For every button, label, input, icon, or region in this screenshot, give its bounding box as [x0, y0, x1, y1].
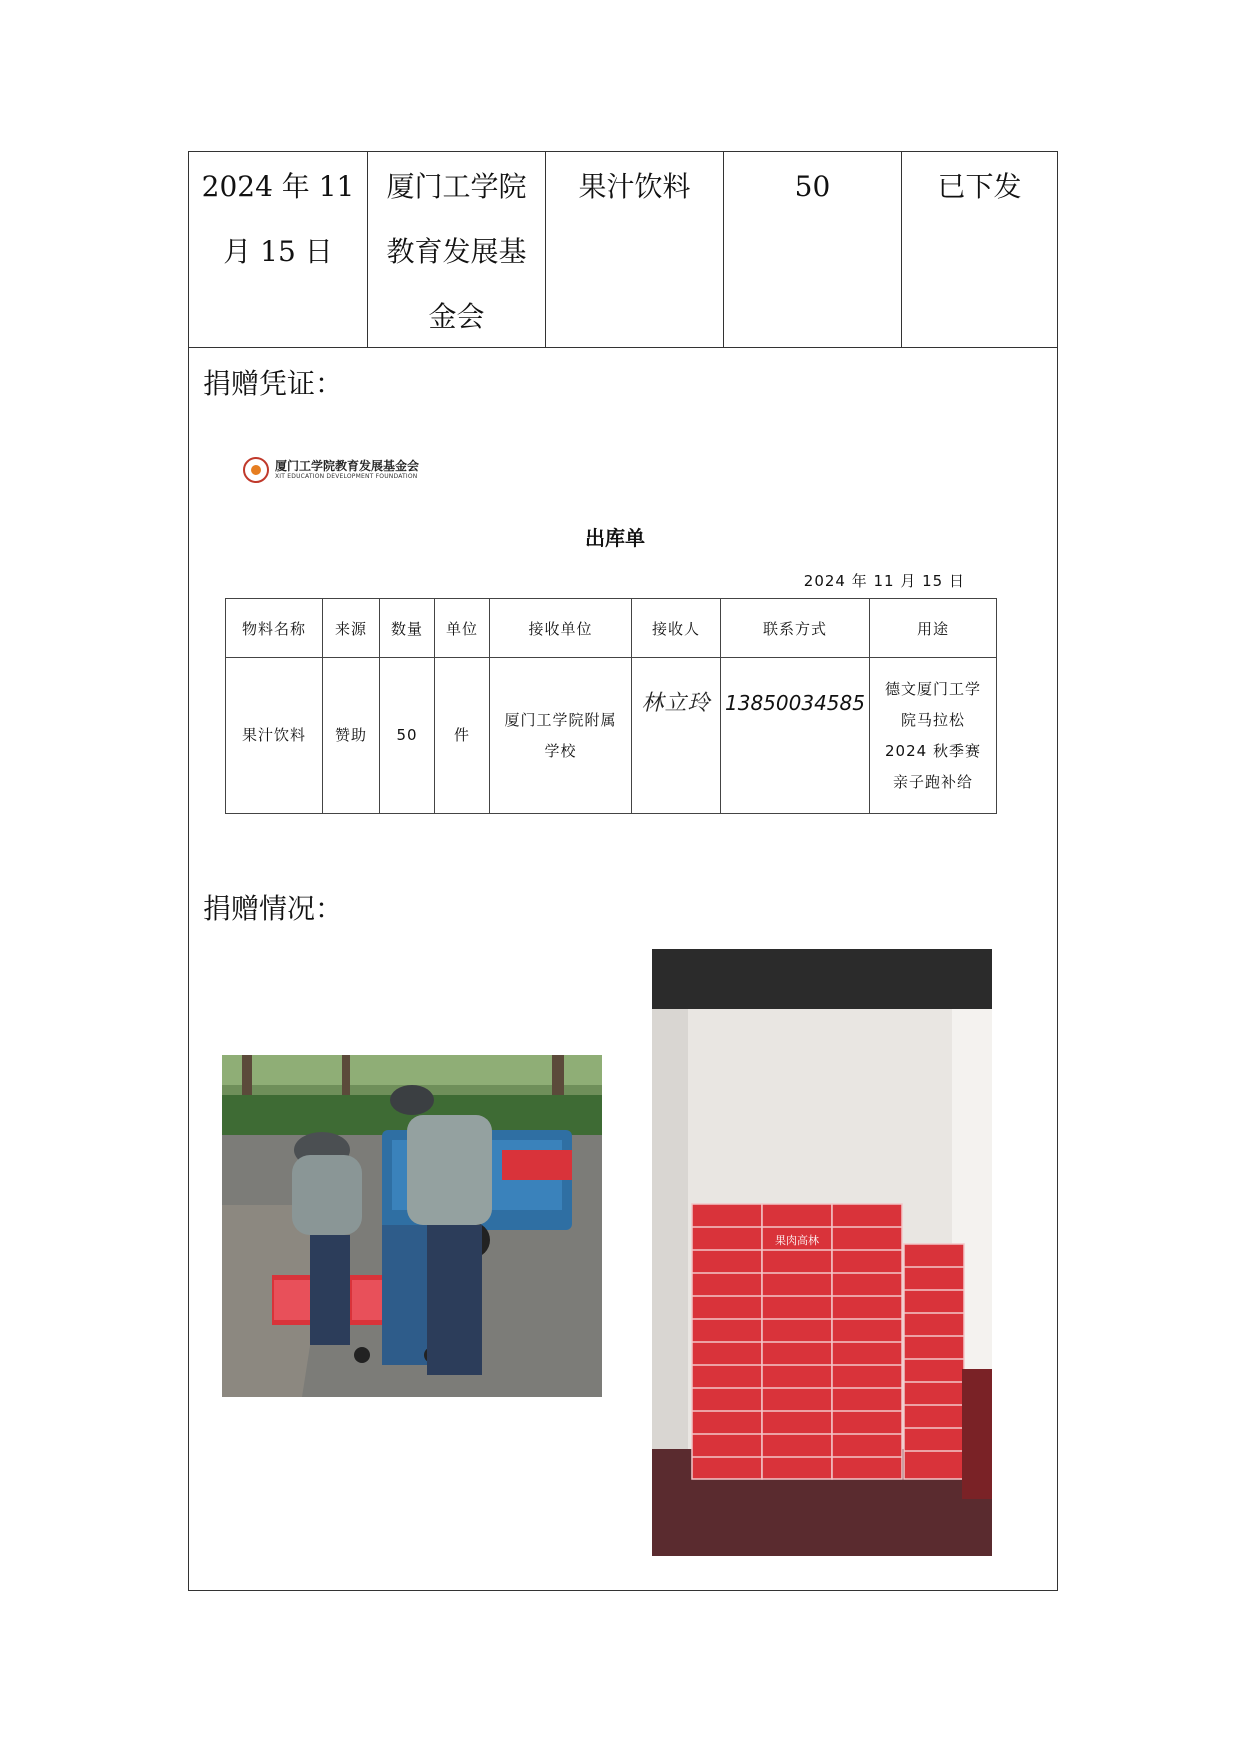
- photo-stacked-boxes-image: [652, 949, 992, 1556]
- cell-quantity: 50: [380, 658, 435, 814]
- table-header-row: [226, 599, 997, 658]
- header-item: 物料名称: [226, 599, 323, 658]
- photo-unloading-image: [222, 1055, 602, 1397]
- record-container: [188, 151, 1058, 1591]
- foundation-logo: [243, 457, 419, 483]
- date-line-2: 月 15 日: [223, 235, 333, 268]
- cell-phone: [721, 658, 870, 814]
- box-label-text: 果肉高林: [775, 1234, 819, 1247]
- photo-stacked-boxes: [652, 949, 992, 1556]
- header-quantity: 数量: [380, 599, 435, 658]
- foundation-logo-icon: [243, 457, 269, 483]
- receiver-unit-line-2: 学校: [544, 741, 577, 760]
- item-cell: 果汁饮料: [546, 152, 724, 347]
- cell-purpose: [870, 658, 997, 814]
- status-cell: 已下发: [937, 170, 1022, 203]
- voucher-date: 2024 年 11 月 15 日: [803, 572, 965, 590]
- header-receiver: 接收人: [632, 599, 721, 658]
- donor-line-2: 教育发展基: [386, 235, 527, 268]
- cell-item: 果汁饮料: [226, 658, 323, 814]
- record-row: [189, 152, 1057, 348]
- header-unit: 单位: [435, 599, 490, 658]
- outbound-table: [225, 598, 997, 814]
- logo-cn-text: 厦门工学院教育发展基金会: [275, 459, 420, 473]
- donor-line-3: 金会: [428, 300, 485, 333]
- cell-receiver-signature: [632, 658, 721, 814]
- header-contact: 联系方式: [721, 599, 870, 658]
- donor-line-1: 厦门工学院: [386, 170, 527, 203]
- receiver-unit-line-1: 厦门工学院附属: [504, 710, 617, 729]
- voucher-title: 出库单: [585, 526, 645, 550]
- table-row: [226, 658, 997, 814]
- header-source: 来源: [323, 599, 380, 658]
- date-line-1: 2024 年 11: [201, 170, 355, 203]
- purpose-line-4: 亲子跑补给: [892, 772, 973, 791]
- photo-unloading: [222, 1055, 602, 1397]
- header-receiver-unit: 接收单位: [490, 599, 632, 658]
- handwritten-phone: 13850034585: [725, 691, 865, 715]
- date-cell: [189, 152, 368, 347]
- situation-label: 捐赠情况：: [203, 892, 344, 925]
- cell-source: 赞助: [323, 658, 380, 814]
- donor-cell: [368, 152, 546, 347]
- handwritten-signature: 林立玲: [641, 691, 711, 716]
- cell-unit: 件: [435, 658, 490, 814]
- purpose-line-3: 2024 秋季赛: [885, 741, 981, 760]
- purpose-line-2: 院马拉松: [900, 710, 965, 729]
- cell-receiver-unit: [490, 658, 632, 814]
- outbound-voucher: [225, 452, 1005, 792]
- quantity-cell: 50: [724, 152, 902, 347]
- logo-en-text: XIT EDUCATION DEVELOPMENT FOUNDATION: [275, 473, 418, 480]
- header-purpose: 用途: [870, 599, 997, 658]
- purpose-line-1: 德文厦门工学: [884, 679, 981, 698]
- voucher-label: 捐赠凭证：: [203, 367, 344, 400]
